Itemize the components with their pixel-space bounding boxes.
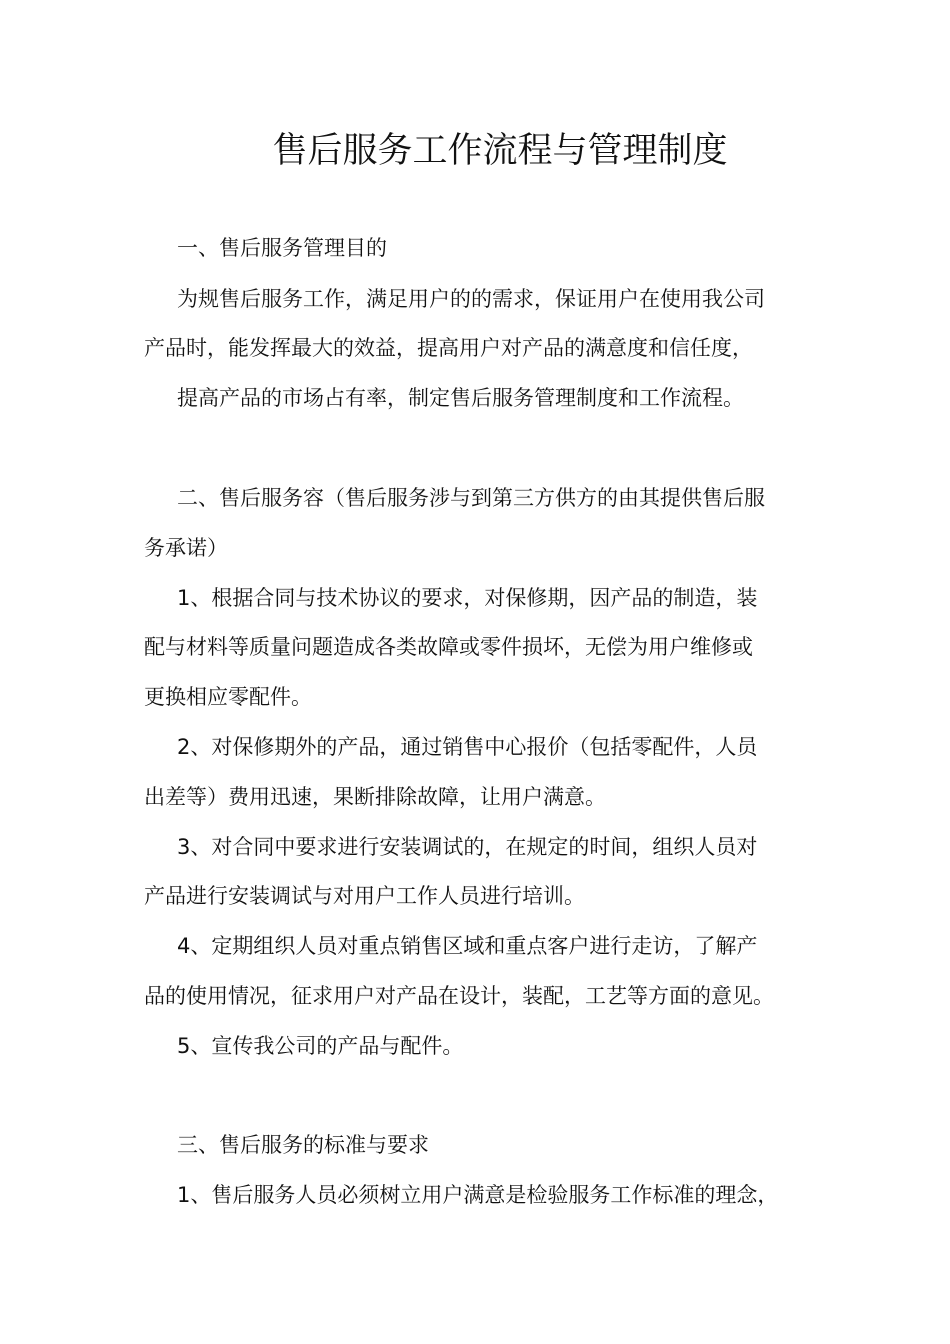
- section-3-item-1-line-1: 1、售后服务人员必须树立用户满意是检验服务工作标准的理念，: [177, 1183, 779, 1207]
- section-2-item-1-line-3: 更换相应零配件。: [144, 685, 312, 709]
- section-1-heading: 一、售后服务管理目的: [177, 236, 387, 260]
- section-2-item-2-line-2: 出差等）费用迅速，果断排除故障，让用户满意。: [144, 785, 606, 809]
- section-2-item-3-line-2: 产品进行安装调试与对用户工作人员进行培训。: [144, 884, 585, 908]
- section-2-item-4-line-1: 4、定期组织人员对重点销售区域和重点客户进行走访，了解产: [177, 934, 758, 958]
- document-title: 售后服务工作流程与管理制度: [272, 131, 728, 171]
- section-1-para-line-1: 为规售后服务工作，满足用户的的需求，保证用户在使用我公司: [177, 287, 765, 311]
- section-2-heading-line-1: 二、售后服务容（售后服务涉与到第三方供方的由其提供售后服: [177, 486, 765, 510]
- section-2-item-2-line-1: 2、对保修期外的产品，通过销售中心报价（包括零配件，人员: [177, 735, 758, 759]
- section-2-item-1-line-2: 配与材料等质量问题造成各类故障或零件损坏，无偿为用户维修或: [144, 635, 753, 659]
- section-2-heading-line-2: 务承诺）: [144, 536, 228, 560]
- section-2-item-5-line-1: 5、宣传我公司的产品与配件。: [177, 1034, 464, 1058]
- section-2-item-1-line-1: 1、根据合同与技术协议的要求，对保修期，因产品的制造，装: [177, 586, 758, 610]
- section-1-para-line-3: 提高产品的市场占有率，制定售后服务管理制度和工作流程。: [177, 386, 744, 410]
- section-2-item-3-line-1: 3、对合同中要求进行安装调试的，在规定的时间，组织人员对: [177, 835, 758, 859]
- section-3-heading: 三、售后服务的标准与要求: [177, 1133, 429, 1157]
- section-2-item-4-line-2: 品的使用情况，征求用户对产品在设计，装配，工艺等方面的意见。: [144, 984, 774, 1008]
- section-1-para-line-2: 产品时，能发挥最大的效益，提高用户对产品的满意度和信任度，: [144, 336, 753, 360]
